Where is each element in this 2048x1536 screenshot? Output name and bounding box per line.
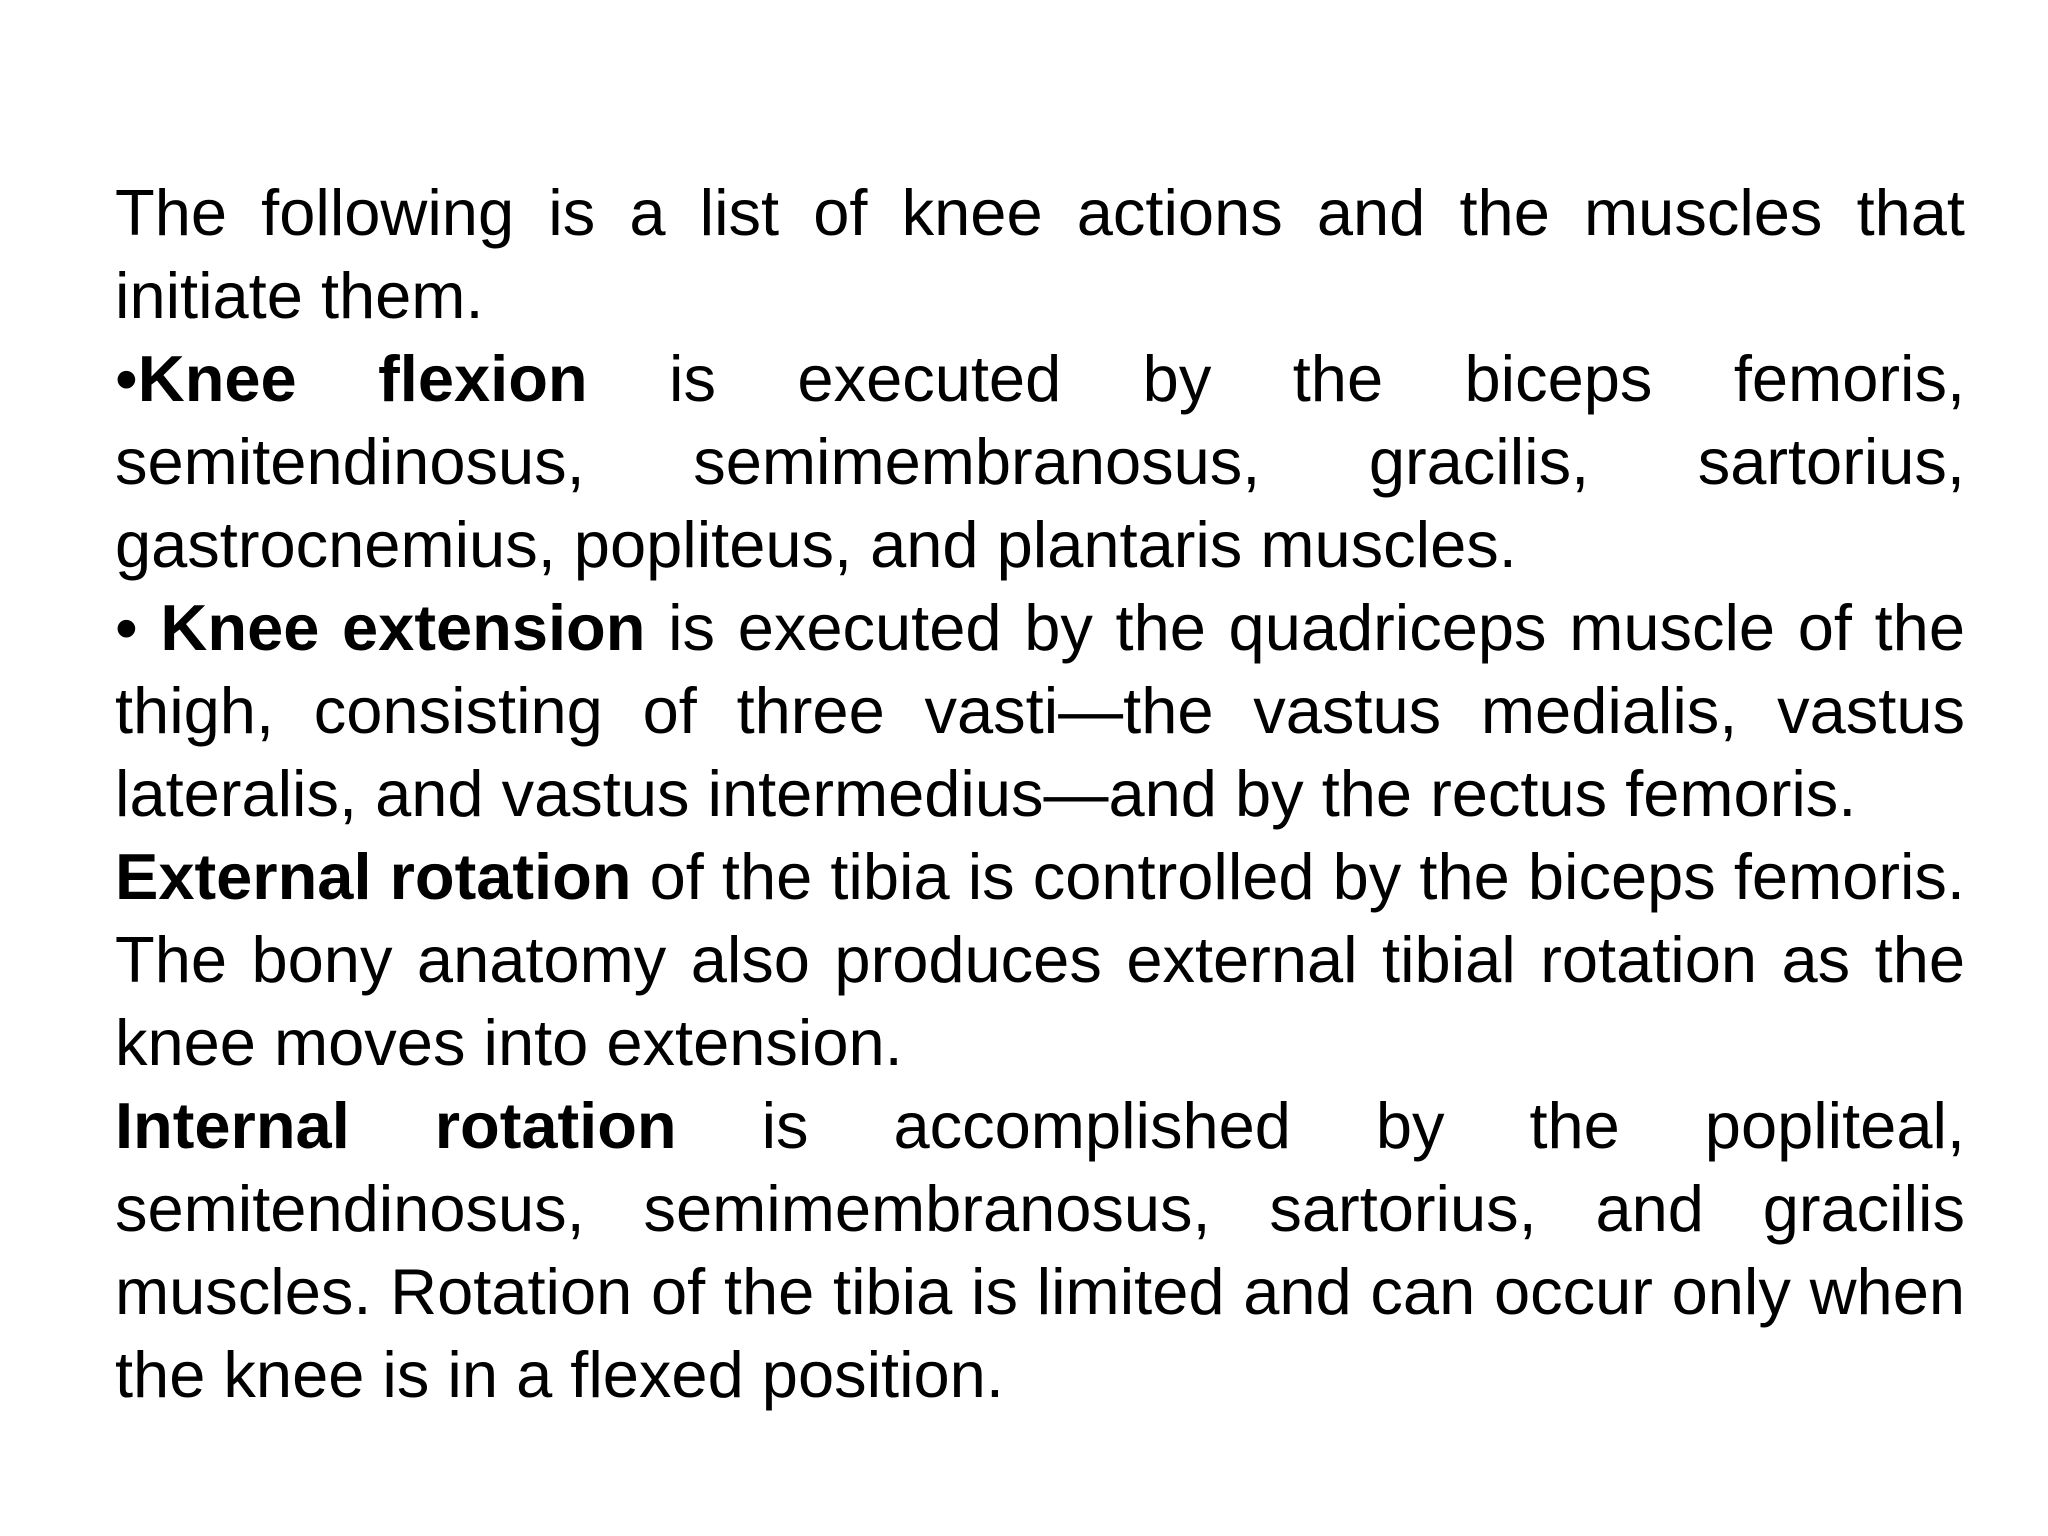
bullet: • [115,342,138,415]
knee-extension-term: Knee extension [160,591,646,664]
external-rotation-term: External rotation [115,840,632,913]
internal-rotation-paragraph [115,1084,1965,1416]
internal-rotation-term: Internal rotation [115,1089,677,1162]
internal-rotation-text: is accomplished by the popliteal, semitendinosus, semimembranosus, sartorius, and gracilis muscles. Rotation of the tibia is limited and can occur only when the knee is in a flexed position. [115,1089,1965,1411]
external-rotation-text: of the tibia is controlled by the biceps femoris. The bony anatomy also produces external tibial rotation as the knee moves into extension. [115,840,1965,1079]
knee-flexion-text: is executed by the biceps femoris, semitendinosus, semimembranosus, gracilis, sartorius, gastrocnemius, popliteus, and plantaris muscles. [115,342,1966,581]
knee-extension-text: is executed by the quadriceps muscle of the thigh, consisting of three vasti—the vastus medialis, vastus lateralis, and vastus intermedius—and by the rectus femoris. [115,591,1965,830]
knee-flexion-term: Knee flexion [137,342,588,415]
knee-extension-paragraph [115,586,1965,835]
intro-paragraph: The following is a list of knee actions and the muscles that initiate them. [115,176,1965,332]
knee-flexion-paragraph [115,337,1965,586]
external-rotation-paragraph [115,835,1965,1084]
bullet: • [115,591,161,664]
text-body [115,171,1965,1416]
